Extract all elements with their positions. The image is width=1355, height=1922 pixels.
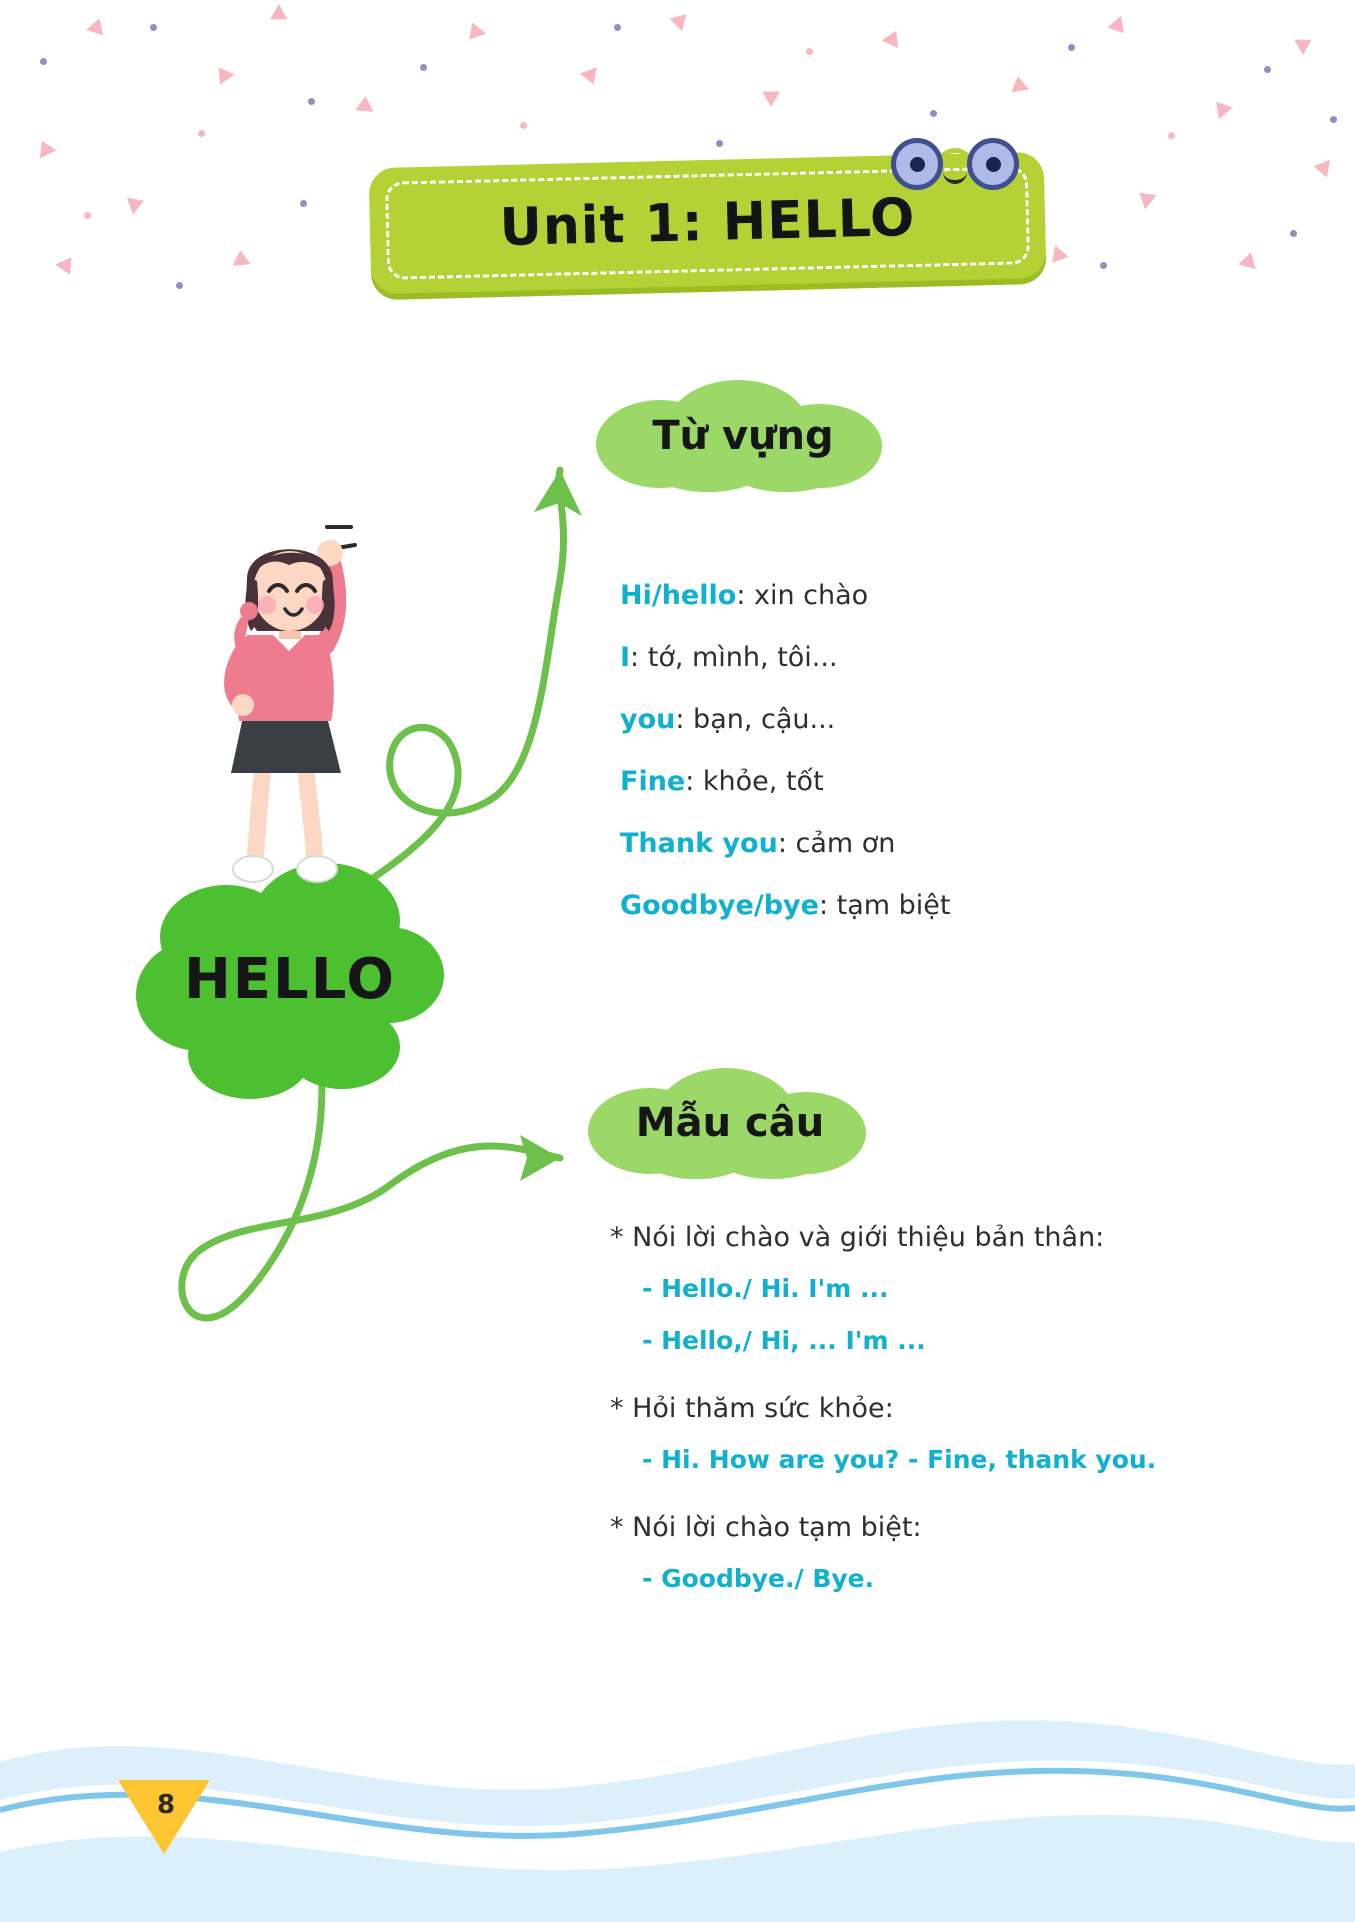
vocab-term: Fine [620,766,686,797]
list-item [620,627,1140,689]
patterns-list [610,1222,1250,1631]
pattern-block [610,1222,1250,1367]
list-item [620,813,1140,875]
pattern-block [610,1512,1250,1605]
pattern-heading: * Hỏi thăm sức khỏe: [610,1393,894,1424]
pattern-heading: * Nói lời chào và giới thiệu bản thân: [610,1222,1105,1253]
pattern-line: - Hello./ Hi. I'm ... [642,1274,889,1303]
pattern-block [610,1393,1250,1486]
pattern-line: - Hello,/ Hi, ... I'm ... [642,1326,926,1355]
center-node-label: HELLO [183,947,397,1012]
vocabulary-list [620,565,1140,937]
vocab-term: Thank you [620,828,778,859]
list-item [620,751,1140,813]
list-item [620,565,1140,627]
vocab-term: I [620,642,631,673]
pattern-line: - Goodbye./ Bye. [642,1564,875,1593]
vocab-meaning: : tớ, mình, tôi... [630,642,838,673]
vocabulary-heading: Từ vựng [652,412,834,459]
vocab-meaning: : cảm ơn [777,828,896,859]
vocab-meaning: : bạn, cậu... [675,704,836,735]
patterns-cloud [580,1065,880,1180]
vocabulary-cloud [588,378,898,493]
vocab-meaning: : khỏe, tốt [685,766,824,797]
patterns-heading: Mẫu câu [635,1099,825,1146]
list-item [620,689,1140,751]
list-item [620,875,1140,937]
page-number: 8 [156,1790,176,1820]
pattern-line: - Hi. How are you? - Fine, thank you. [642,1445,1157,1474]
vocab-term: Hi/hello [620,580,737,611]
unit-title: Unit 1: HELLO [498,187,917,259]
girl-illustration [185,505,400,935]
vocab-meaning: : xin chào [736,580,869,611]
unit-title-banner [370,160,1045,295]
vocab-term: Goodbye/bye [620,890,819,921]
glasses-icon [891,132,1031,194]
vocab-term: you [620,704,676,735]
vocab-meaning: : tạm biệt [818,890,951,921]
pattern-heading: * Nói lời chào tạm biệt: [610,1512,922,1543]
